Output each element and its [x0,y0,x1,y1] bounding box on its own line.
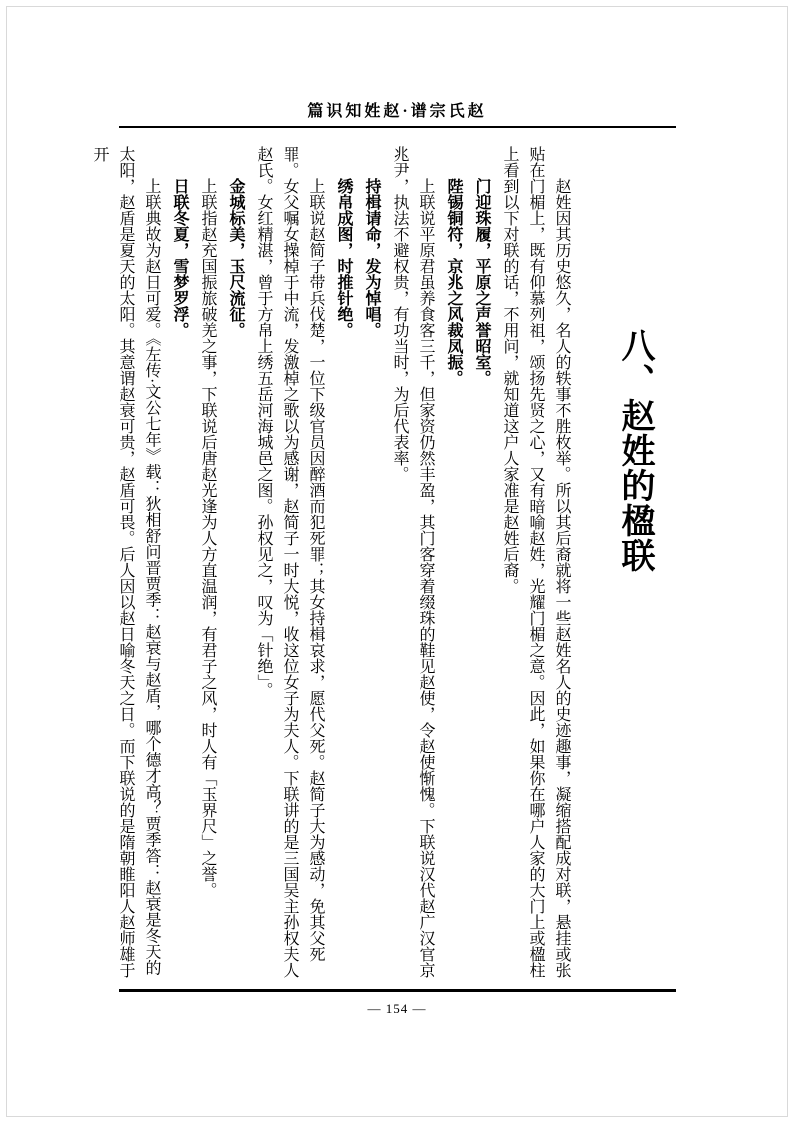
paragraph: 上联典故为赵日可爱。《左传·文公七年》载：狄相舒问晋贾季：赵衰与赵盾，哪个德才高？贾季答：赵衰是冬天的太阳，赵盾是夏天的太阳。其意谓赵衰可贵，赵盾可畏。后人因以赵日喻冬天之日。而下联说的是隋朝睢阳人赵师雄于开 [91,146,160,978]
paragraph: 上联说赵简子带兵伐楚，一位下级官员因醉酒而犯死罪；其女持楫哀求，愿代父死。赵简子大为感动，免其父死罪。女父嘱女操棹于中流，发激棹之歌以为感谢，赵简子一时大悦，收这位女子为夫人。下联讲的是三国吴主孙权夫人赵氏。女红精湛，曾于方帛上绣五岳河海城邑之图。孙权见之，叹为「针绝」。 [255,146,324,978]
running-header: 篇识知姓赵·谱宗氏赵 [307,103,487,120]
chapter-title: 八、赵姓的楹联 [616,328,653,573]
couplet-line: 绣帛成图，时推针绝。 [335,178,352,338]
header-rule [119,126,676,128]
couplet-line: 持楫请命，发为悼唱。 [363,178,380,338]
paragraph: 上联指赵充国振旅破羌之事，下联说后唐赵光逢为人方直温润，有君子之风，时人有「玉界尺」之誉。 [199,178,216,898]
paragraph: 上联说平原君虽养食客三千，但家资仍然丰盈，其门客穿着缀珠的鞋见赵使，令赵使惭愧。下联说汉代赵广汉官京兆尹，执法不避权贵，有功当时，为后代表率。 [391,146,434,978]
couplet-line: 日联冬夏，雪梦罗浮。 [171,178,188,338]
couplet-line: 门迎珠履，平原之声誉昭室。 [473,178,490,386]
body-text [86,146,688,980]
footer-rule [119,989,676,992]
paragraph: 赵姓因其历史悠久，名人的轶事不胜枚举。所以其后裔就将一些赵姓名人的史迹趣事，凝缩搭配成对联，悬挂或张贴在门楣上，既有仰慕列祖，颂扬先贤之心，又有暗喻赵姓，光耀门楣之意。因此，如果你在哪户人家的大门上或楹柱上看到以下对联的话，不用问，就知道这户人家准是赵姓后裔。 [501,146,570,978]
couplet-line: 金城标美，玉尺流征。 [227,178,244,338]
page-number: — 154 — [367,1001,427,1016]
couplet-line: 陛锡铜符，京兆之风裁凤振。 [445,178,462,386]
